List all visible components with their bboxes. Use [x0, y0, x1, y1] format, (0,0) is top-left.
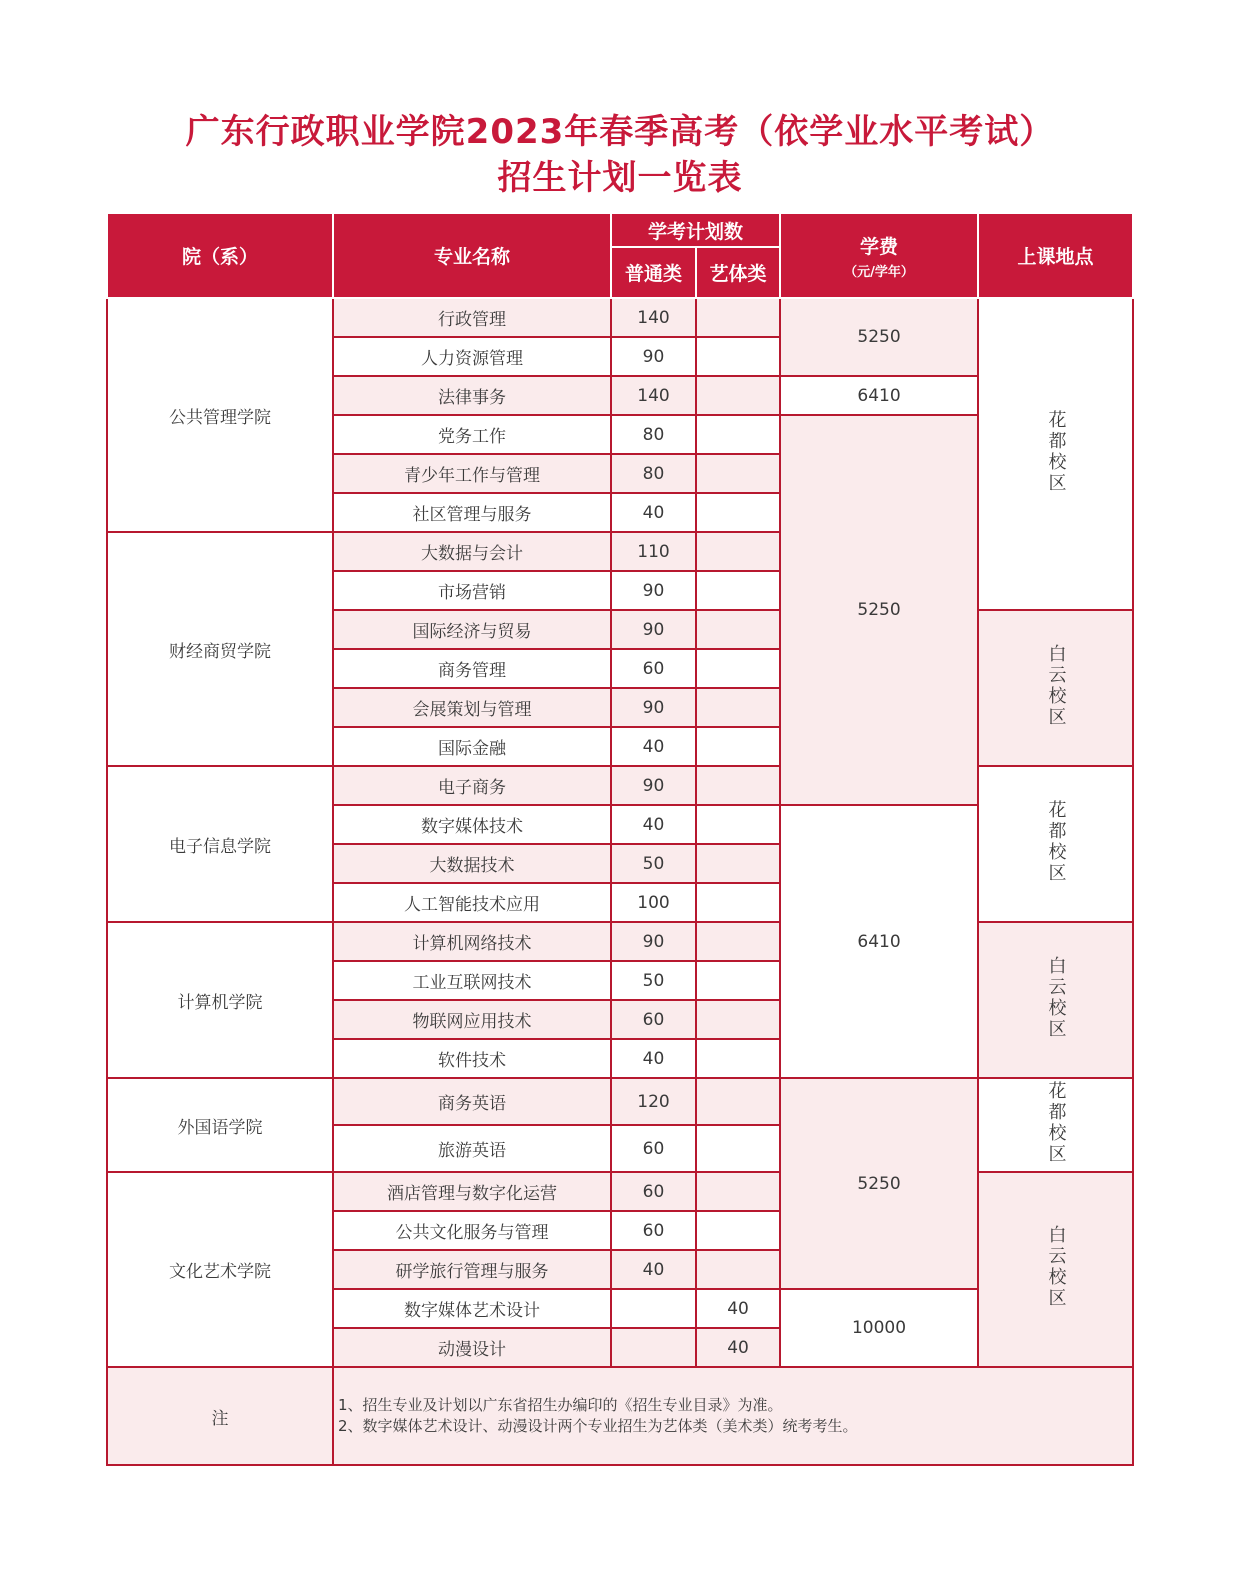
campus-cell: [978, 1078, 1133, 1172]
department-cell: 电子信息学院: [107, 766, 333, 922]
art-count-cell: [696, 649, 780, 688]
fee-cell: 5250: [780, 1078, 978, 1289]
general-count-cell: 60: [611, 649, 696, 688]
major-cell: 计算机网络技术: [333, 922, 611, 961]
campus-cell: [978, 1172, 1133, 1367]
header-department: 院（系）: [107, 213, 333, 298]
campus-cell: [978, 766, 1133, 922]
general-count-cell: 110: [611, 532, 696, 571]
general-count-cell: 40: [611, 1250, 696, 1289]
major-cell: 会展策划与管理: [333, 688, 611, 727]
art-count-cell: [696, 1000, 780, 1039]
general-count-cell: 40: [611, 805, 696, 844]
art-count-cell: [696, 766, 780, 805]
art-count-cell: [696, 337, 780, 376]
art-count-cell: [696, 1039, 780, 1078]
major-cell: 商务管理: [333, 649, 611, 688]
major-cell: 研学旅行管理与服务: [333, 1250, 611, 1289]
campus-cell: [978, 922, 1133, 1078]
general-count-cell: 90: [611, 688, 696, 727]
fee-cell: 10000: [780, 1289, 978, 1367]
general-count-cell: 40: [611, 1039, 696, 1078]
major-cell: 酒店管理与数字化运营: [333, 1172, 611, 1211]
art-count-cell: [696, 532, 780, 571]
major-cell: 人工智能技术应用: [333, 883, 611, 922]
general-count-cell: 60: [611, 1211, 696, 1250]
campus-label: 花都校区: [1045, 1080, 1067, 1165]
art-count-cell: [696, 454, 780, 493]
general-count-cell: 140: [611, 376, 696, 415]
art-count-cell: [696, 883, 780, 922]
campus-label: 白云校区: [1045, 1225, 1067, 1309]
header-fee-label: 学费: [860, 235, 899, 258]
major-cell: 社区管理与服务: [333, 493, 611, 532]
general-count-cell: 90: [611, 337, 696, 376]
fee-cell: 5250: [780, 415, 978, 805]
art-count-cell: [696, 298, 780, 337]
note-line-2: 2、数字媒体艺术设计、动漫设计两个专业招生为艺体类（美术类）统考考生。: [338, 1417, 858, 1435]
art-count-cell: [696, 1211, 780, 1250]
art-count-cell: [696, 922, 780, 961]
general-count-cell: 40: [611, 493, 696, 532]
major-cell: 动漫设计: [333, 1328, 611, 1367]
note-label: 注: [107, 1367, 333, 1465]
campus-cell: [978, 610, 1133, 766]
art-count-cell: [696, 610, 780, 649]
general-count-cell: 50: [611, 844, 696, 883]
art-count-cell: [696, 1125, 780, 1172]
enrollment-plan-table: [106, 212, 1134, 1466]
header-campus: 上课地点: [978, 213, 1133, 298]
major-cell: 法律事务: [333, 376, 611, 415]
fee-cell: 5250: [780, 298, 978, 376]
department-cell: 文化艺术学院: [107, 1172, 333, 1367]
major-cell: 数字媒体艺术设计: [333, 1289, 611, 1328]
department-cell: 外国语学院: [107, 1078, 333, 1172]
header-general: 普通类: [611, 247, 696, 298]
major-cell: 国际经济与贸易: [333, 610, 611, 649]
art-count-cell: [696, 1078, 780, 1125]
title-line-1: 广东行政职业学院2023年春季高考（依学业水平考试）: [185, 112, 1055, 152]
note-line-1: 1、招生专业及计划以广东省招生办编印的《招生专业目录》为准。: [338, 1396, 783, 1414]
general-count-cell: [611, 1328, 696, 1367]
general-count-cell: 80: [611, 454, 696, 493]
major-cell: 工业互联网技术: [333, 961, 611, 1000]
art-count-cell: [696, 805, 780, 844]
art-count-cell: [696, 1250, 780, 1289]
general-count-cell: 140: [611, 298, 696, 337]
note-text: [333, 1367, 1133, 1465]
major-cell: 公共文化服务与管理: [333, 1211, 611, 1250]
art-count-cell: 40: [696, 1328, 780, 1367]
major-cell: 行政管理: [333, 298, 611, 337]
campus-label: 花都校区: [1045, 799, 1067, 884]
art-count-cell: [696, 844, 780, 883]
general-count-cell: 50: [611, 961, 696, 1000]
major-cell: 人力资源管理: [333, 337, 611, 376]
fee-cell: 6410: [780, 376, 978, 415]
major-cell: 市场营销: [333, 571, 611, 610]
general-count-cell: 60: [611, 1000, 696, 1039]
header-fee-unit: （元/学年）: [844, 264, 914, 280]
major-cell: 物联网应用技术: [333, 1000, 611, 1039]
art-count-cell: [696, 376, 780, 415]
header-major: 专业名称: [333, 213, 611, 298]
header-fee: [780, 213, 978, 298]
general-count-cell: 40: [611, 727, 696, 766]
art-count-cell: [696, 688, 780, 727]
general-count-cell: 90: [611, 571, 696, 610]
art-count-cell: [696, 415, 780, 454]
major-cell: 数字媒体技术: [333, 805, 611, 844]
general-count-cell: 90: [611, 922, 696, 961]
major-cell: 国际金融: [333, 727, 611, 766]
art-count-cell: [696, 1172, 780, 1211]
art-count-cell: [696, 571, 780, 610]
fee-cell: 6410: [780, 805, 978, 1078]
campus-label: 花都校区: [1045, 409, 1067, 494]
major-cell: 软件技术: [333, 1039, 611, 1078]
art-count-cell: [696, 727, 780, 766]
campus-cell: [978, 298, 1133, 610]
general-count-cell: 80: [611, 415, 696, 454]
general-count-cell: 90: [611, 610, 696, 649]
art-count-cell: [696, 961, 780, 1000]
department-cell: 财经商贸学院: [107, 532, 333, 766]
major-cell: 旅游英语: [333, 1125, 611, 1172]
header-art: 艺体类: [696, 247, 780, 298]
general-count-cell: [611, 1289, 696, 1328]
general-count-cell: 60: [611, 1125, 696, 1172]
major-cell: 大数据与会计: [333, 532, 611, 571]
major-cell: 电子商务: [333, 766, 611, 805]
header-plan: 学考计划数: [611, 213, 780, 247]
art-count-cell: [696, 493, 780, 532]
general-count-cell: 60: [611, 1172, 696, 1211]
department-cell: 公共管理学院: [107, 298, 333, 532]
major-cell: 商务英语: [333, 1078, 611, 1125]
art-count-cell: 40: [696, 1289, 780, 1328]
general-count-cell: 120: [611, 1078, 696, 1125]
campus-label: 白云校区: [1045, 643, 1067, 728]
major-cell: 党务工作: [333, 415, 611, 454]
general-count-cell: 90: [611, 766, 696, 805]
major-cell: 青少年工作与管理: [333, 454, 611, 493]
department-cell: 计算机学院: [107, 922, 333, 1078]
campus-label: 白云校区: [1045, 955, 1067, 1040]
title-line-2: 招生计划一览表: [497, 158, 743, 198]
general-count-cell: 100: [611, 883, 696, 922]
major-cell: 大数据技术: [333, 844, 611, 883]
